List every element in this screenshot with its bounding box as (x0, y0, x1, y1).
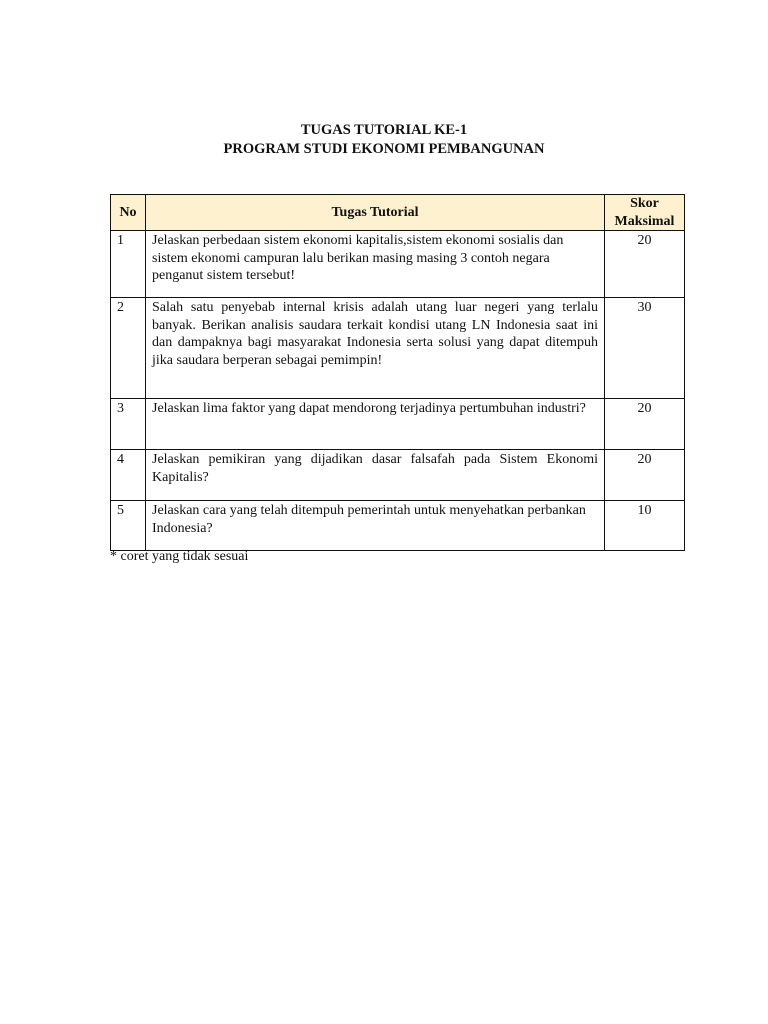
task-text: Jelaskan perbedaan sistem ekonomi kapitalis,sistem ekonomi sosialis dan sistem ekonomi campuran lalu berikan masing masing 3 contoh negara penganut sistem tersebut! (146, 231, 605, 298)
footnote: * coret yang tidak sesuai (110, 549, 249, 564)
row-number: 3 (111, 399, 146, 450)
table-header-row (111, 195, 685, 231)
row-number: 4 (111, 450, 146, 501)
table-row (111, 231, 685, 298)
row-score: 20 (605, 231, 685, 298)
header-no: No (111, 195, 146, 231)
row-score: 30 (605, 298, 685, 399)
row-number: 5 (111, 501, 146, 551)
row-number: 1 (111, 231, 146, 298)
document-title: TUGAS TUTORIAL KE-1 (300, 122, 468, 138)
task-text: Jelaskan lima faktor yang dapat mendorong terjadinya pertumbuhan industri? (146, 399, 605, 450)
header-task: Tugas Tutorial (146, 195, 605, 231)
table-row (111, 298, 685, 399)
table-row (111, 450, 685, 501)
table-row (111, 501, 685, 551)
task-text: Jelaskan pemikiran yang dijadikan dasar falsafah pada Sistem Ekonomi Kapitalis? (146, 450, 605, 501)
row-score: 10 (605, 501, 685, 551)
task-text: Jelaskan cara yang telah ditempuh pemerintah untuk menyehatkan perbankan Indonesia? (146, 501, 605, 551)
header-score: Skor Maksimal (605, 195, 685, 231)
row-score: 20 (605, 399, 685, 450)
tasks-table (110, 194, 685, 551)
row-score: 20 (605, 450, 685, 501)
program-title: PROGRAM STUDI EKONOMI PEMBANGUNAN (223, 141, 545, 157)
table-row (111, 399, 685, 450)
row-number: 2 (111, 298, 146, 399)
task-text: Salah satu penyebab internal krisis adalah utang luar negeri yang terlalu banyak. Berikan analisis saudara terkait kondisi utang LN Indonesia saat ini dan dampaknya bagi masyarakat Indonesia serta solusi yang dapat ditempuh jika saudara berperan sebagai pemimpin! (146, 298, 605, 399)
